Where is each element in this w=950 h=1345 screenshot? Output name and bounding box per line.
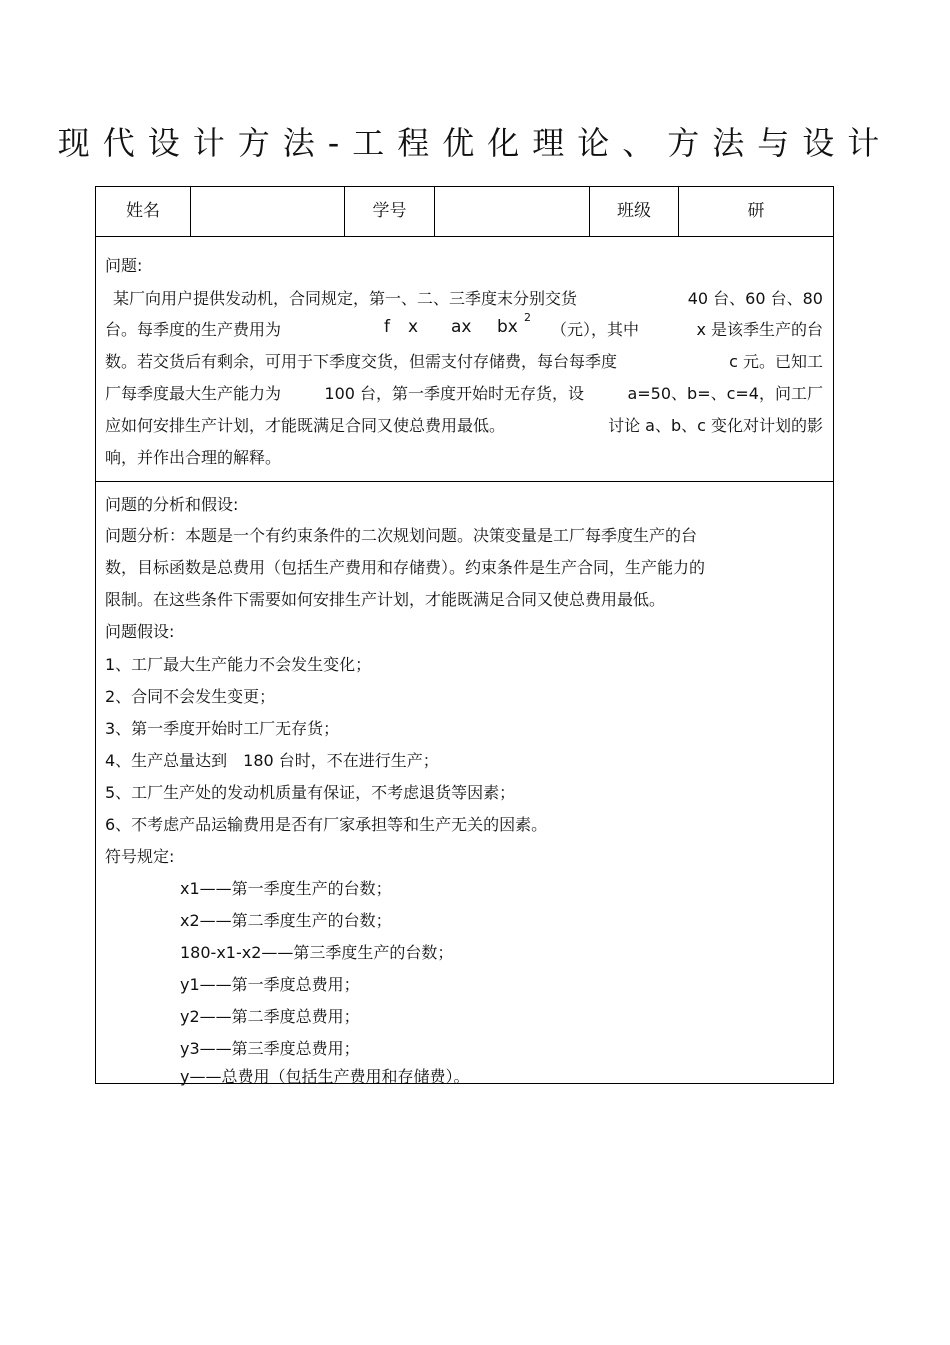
- analysis-paragraph-line: 数，目标函数是总费用（包括生产费用和存储费）。约束条件是生产合同，生产能力的: [105, 558, 706, 577]
- problem-text: （元），其中: [551, 320, 640, 339]
- analysis-paragraph-line: 问题分析：本题是一个有约束条件的二次规划问题。决策变量是工厂每季度生产的台: [105, 526, 698, 545]
- problem-text: x 是该季生产的台: [696, 320, 823, 339]
- assumption-item: 6、不考虑产品运输费用是否有厂家承担等和生产无关的因素。: [105, 815, 548, 834]
- problem-heading: 问题:: [105, 256, 143, 275]
- symbol-item: y——总费用（包括生产费用和存储费）。: [180, 1067, 470, 1086]
- problem-text: 40 台、60 台、80: [687, 289, 823, 308]
- assumption-item: 2、合同不会发生变更；: [105, 687, 276, 706]
- assumption-item: 4、生产总量达到 180 台时，不在进行生产；: [105, 751, 439, 770]
- document-title: 现代设计方法-工程优化理论、方法与设计: [57, 124, 893, 162]
- form-table: [95, 186, 834, 1084]
- problem-line: 响，并作出合理的解释。: [105, 448, 282, 467]
- problem-text: 应如何安排生产计划，才能既满足合同又使总费用最低。: [105, 416, 506, 435]
- formula-exponent: 2: [524, 311, 531, 324]
- class-field[interactable]: 研: [747, 201, 765, 221]
- problem-line: [105, 311, 823, 340]
- problem-text: a=50、b=、c=4，问工厂: [627, 384, 823, 403]
- assumptions-heading: 问题假设:: [105, 622, 175, 641]
- problem-line: [105, 349, 823, 372]
- student-id-label: 学号: [372, 201, 407, 221]
- symbol-item: x2——第二季度生产的台数；: [180, 911, 392, 930]
- symbol-item: 180-x1-x2——第三季度生产的台数；: [180, 943, 454, 962]
- problem-text: 讨论 a、b、c 变化对计划的影: [608, 416, 823, 435]
- problem-text: 某厂向用户提供发动机，合同规定，第一、二、三季度末分别交货: [113, 289, 578, 308]
- formula-symbol: ax: [451, 317, 472, 337]
- symbol-item: y2——第二季度总费用；: [180, 1007, 360, 1026]
- formula-symbol: bx: [497, 317, 518, 337]
- assumption-item: 1、工厂最大生产能力不会发生变化；: [105, 655, 372, 674]
- assumption-item: 5、工厂生产处的发动机质量有保证，不考虑退货等因素；: [105, 783, 516, 802]
- header-row: [96, 187, 833, 237]
- symbols-heading: 符号规定:: [105, 847, 175, 866]
- class-label: 班级: [617, 201, 651, 221]
- symbol-item: y3——第三季度总费用；: [180, 1039, 360, 1058]
- symbol-item: y1——第一季度总费用；: [180, 975, 360, 994]
- problem-text: c 元。已知工: [729, 352, 823, 371]
- problem-line: [105, 286, 823, 309]
- student-id-field[interactable]: [435, 187, 589, 236]
- analysis-paragraph-line: 限制。在这些条件下需要如何安排生产计划，才能既满足合同又使总费用最低。: [105, 590, 666, 609]
- problem-text: 台。每季度的生产费用为: [105, 320, 282, 339]
- formula-symbol: x: [408, 317, 419, 337]
- analysis-heading: 问题的分析和假设:: [105, 495, 239, 514]
- problem-text: 100 台，第一季度开始时无存货，设: [324, 384, 585, 403]
- problem-text: 数。若交货后有剩余，可用于下季度交货，但需支付存储费，每台每季度: [105, 352, 618, 371]
- name-field[interactable]: [191, 187, 344, 236]
- problem-line: [105, 381, 823, 404]
- assumption-item: 3、第一季度开始时工厂无存货；: [105, 719, 340, 738]
- analysis-section: [96, 482, 833, 1086]
- name-label: 姓名: [126, 201, 160, 221]
- problem-text: 厂每季度最大生产能力为: [105, 384, 282, 403]
- symbol-item: x1——第一季度生产的台数；: [180, 879, 392, 898]
- formula-symbol: f: [384, 317, 390, 337]
- problem-line: [105, 413, 823, 436]
- problem-section: [96, 237, 833, 482]
